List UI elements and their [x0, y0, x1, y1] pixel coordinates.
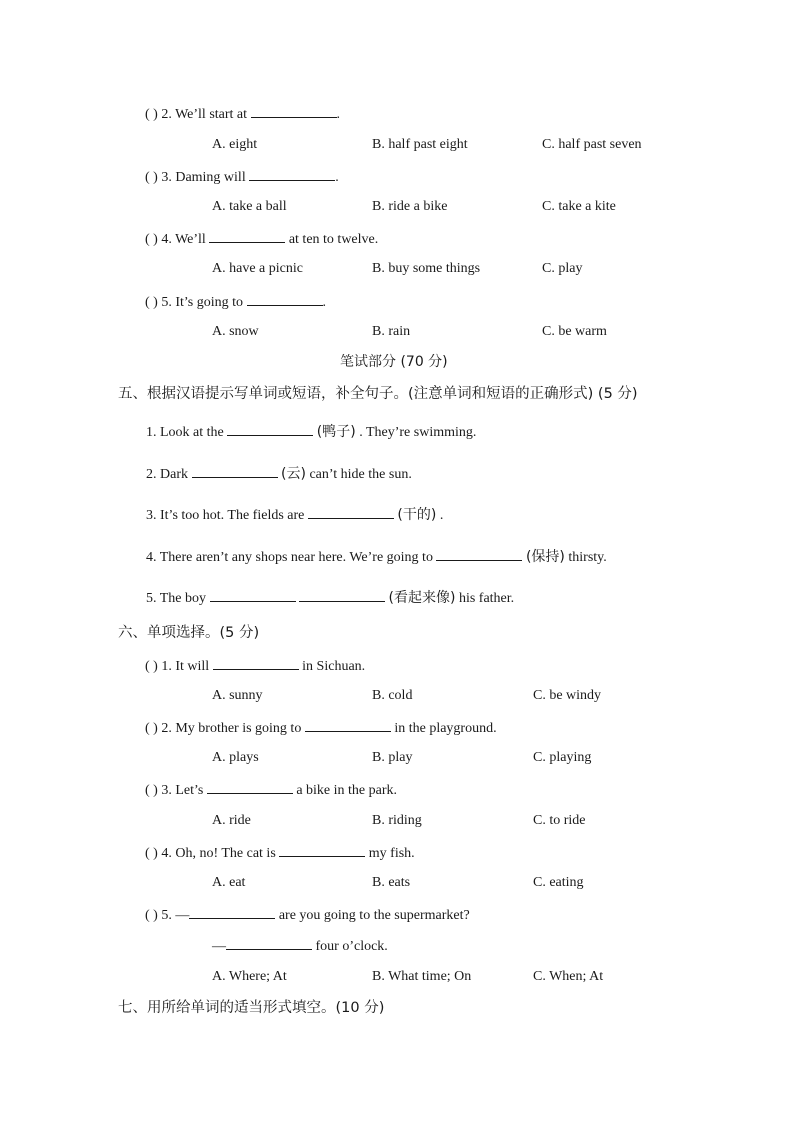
option-a: A. ride — [212, 813, 251, 828]
option-a: A. have a picnic — [212, 261, 303, 276]
fill-item: 3. It’s too hot. The fields are (干的) . — [146, 507, 444, 523]
option-a: A. snow — [212, 324, 259, 339]
option-c: C. play — [542, 261, 583, 276]
answer-blank[interactable] — [213, 656, 299, 670]
fill-item: 4. There aren’t any shops near here. We’re going to (保持) thirsty. — [146, 549, 607, 565]
option-a: A. take a ball — [212, 199, 287, 214]
answer-blank[interactable] — [209, 229, 285, 243]
chinese-hint: (保持) — [525, 549, 565, 565]
answer-blank[interactable] — [227, 422, 313, 436]
fill-item: 2. Dark (云) can’t hide the sun. — [146, 466, 412, 482]
question-row: ( ) 2. My brother is going to in the playground. — [145, 718, 497, 738]
option-c: C. When; At — [533, 969, 604, 984]
answer-parentheses[interactable]: ( ) — [145, 846, 158, 861]
answer-blank[interactable] — [210, 588, 296, 602]
answer-blank[interactable] — [192, 464, 278, 478]
option-b: B. half past eight — [372, 137, 468, 152]
answer-blank[interactable] — [279, 843, 365, 857]
answer-blank[interactable] — [305, 718, 391, 732]
chinese-hint: (鸭子) — [316, 424, 356, 440]
answer-blank[interactable] — [247, 292, 323, 306]
answer-parentheses[interactable]: ( ) — [145, 908, 158, 923]
question-row: ( ) 4. Oh, no! The cat is my fish. — [145, 843, 415, 863]
option-a: A. Where; At — [212, 969, 287, 984]
option-a: A. eat — [212, 875, 246, 890]
question-row: ( ) 2. We’ll start at . — [145, 104, 340, 124]
answer-blank[interactable] — [299, 588, 385, 602]
chinese-hint: (看起来像) — [388, 590, 456, 606]
option-b: B. play — [372, 750, 413, 765]
answer-blank[interactable] — [436, 547, 522, 561]
option-b: B. riding — [372, 813, 422, 828]
answer-parentheses[interactable]: ( ) — [145, 295, 158, 310]
option-c: C. eating — [533, 875, 584, 890]
option-b: B. What time; On — [372, 969, 472, 984]
option-c: C. playing — [533, 750, 592, 765]
section7-heading: 七、用所给单词的适当形式填空。(10 分) — [118, 1000, 385, 1016]
fill-item: 1. Look at the (鸭子) . They’re swimming. — [146, 424, 477, 440]
answer-parentheses[interactable]: ( ) — [145, 170, 158, 185]
option-b: B. eats — [372, 875, 411, 890]
question-row: ( ) 3. Daming will . — [145, 167, 339, 187]
chinese-hint: (云) — [281, 466, 306, 482]
answer-blank[interactable] — [207, 780, 293, 794]
option-c: C. half past seven — [542, 137, 642, 152]
section6-heading: 六、单项选择。(5 分) — [118, 625, 260, 641]
answer-blank[interactable] — [308, 505, 394, 519]
answer-parentheses[interactable]: ( ) — [145, 232, 158, 247]
answer-blank[interactable] — [226, 936, 312, 950]
answer-parentheses[interactable]: ( ) — [145, 721, 158, 736]
question-row: ( ) 5. — are you going to the supermarket? — [145, 905, 470, 925]
option-c: C. take a kite — [542, 199, 616, 214]
question-row: ( ) 5. It’s going to . — [145, 292, 326, 312]
question-row: ( ) 1. It will in Sichuan. — [145, 656, 365, 676]
answer-blank[interactable] — [251, 104, 337, 118]
option-a: A. eight — [212, 137, 258, 152]
answer-parentheses[interactable]: ( ) — [145, 659, 158, 674]
option-b: B. ride a bike — [372, 199, 448, 214]
option-c: C. be windy — [533, 688, 602, 703]
answer-parentheses[interactable]: ( ) — [145, 783, 158, 798]
chinese-hint: (干的) — [397, 507, 437, 523]
fill-item: 5. The boy (看起来像) his father. — [146, 590, 515, 606]
answer-parentheses[interactable]: ( ) — [145, 107, 158, 122]
option-b: B. rain — [372, 324, 411, 339]
option-c: C. be warm — [542, 324, 607, 339]
option-a: A. plays — [212, 750, 259, 765]
question-row: ( ) 3. Let’s a bike in the park. — [145, 780, 397, 800]
question-row: ( ) 4. We’ll at ten to twelve. — [145, 229, 378, 249]
option-b: B. buy some things — [372, 261, 481, 276]
option-b: B. cold — [372, 688, 413, 703]
written-part-title: 笔试部分 (70 分) — [340, 354, 448, 370]
dialogue-reply-line: — four o’clock. — [212, 936, 388, 956]
answer-blank[interactable] — [249, 167, 335, 181]
answer-blank[interactable] — [189, 905, 275, 919]
section5-heading: 五、根据汉语提示写单词或短语，补全句子。(注意单词和短语的正确形式) (5 分) — [118, 386, 638, 402]
option-c: C. to ride — [533, 813, 586, 828]
option-a: A. sunny — [212, 688, 263, 703]
